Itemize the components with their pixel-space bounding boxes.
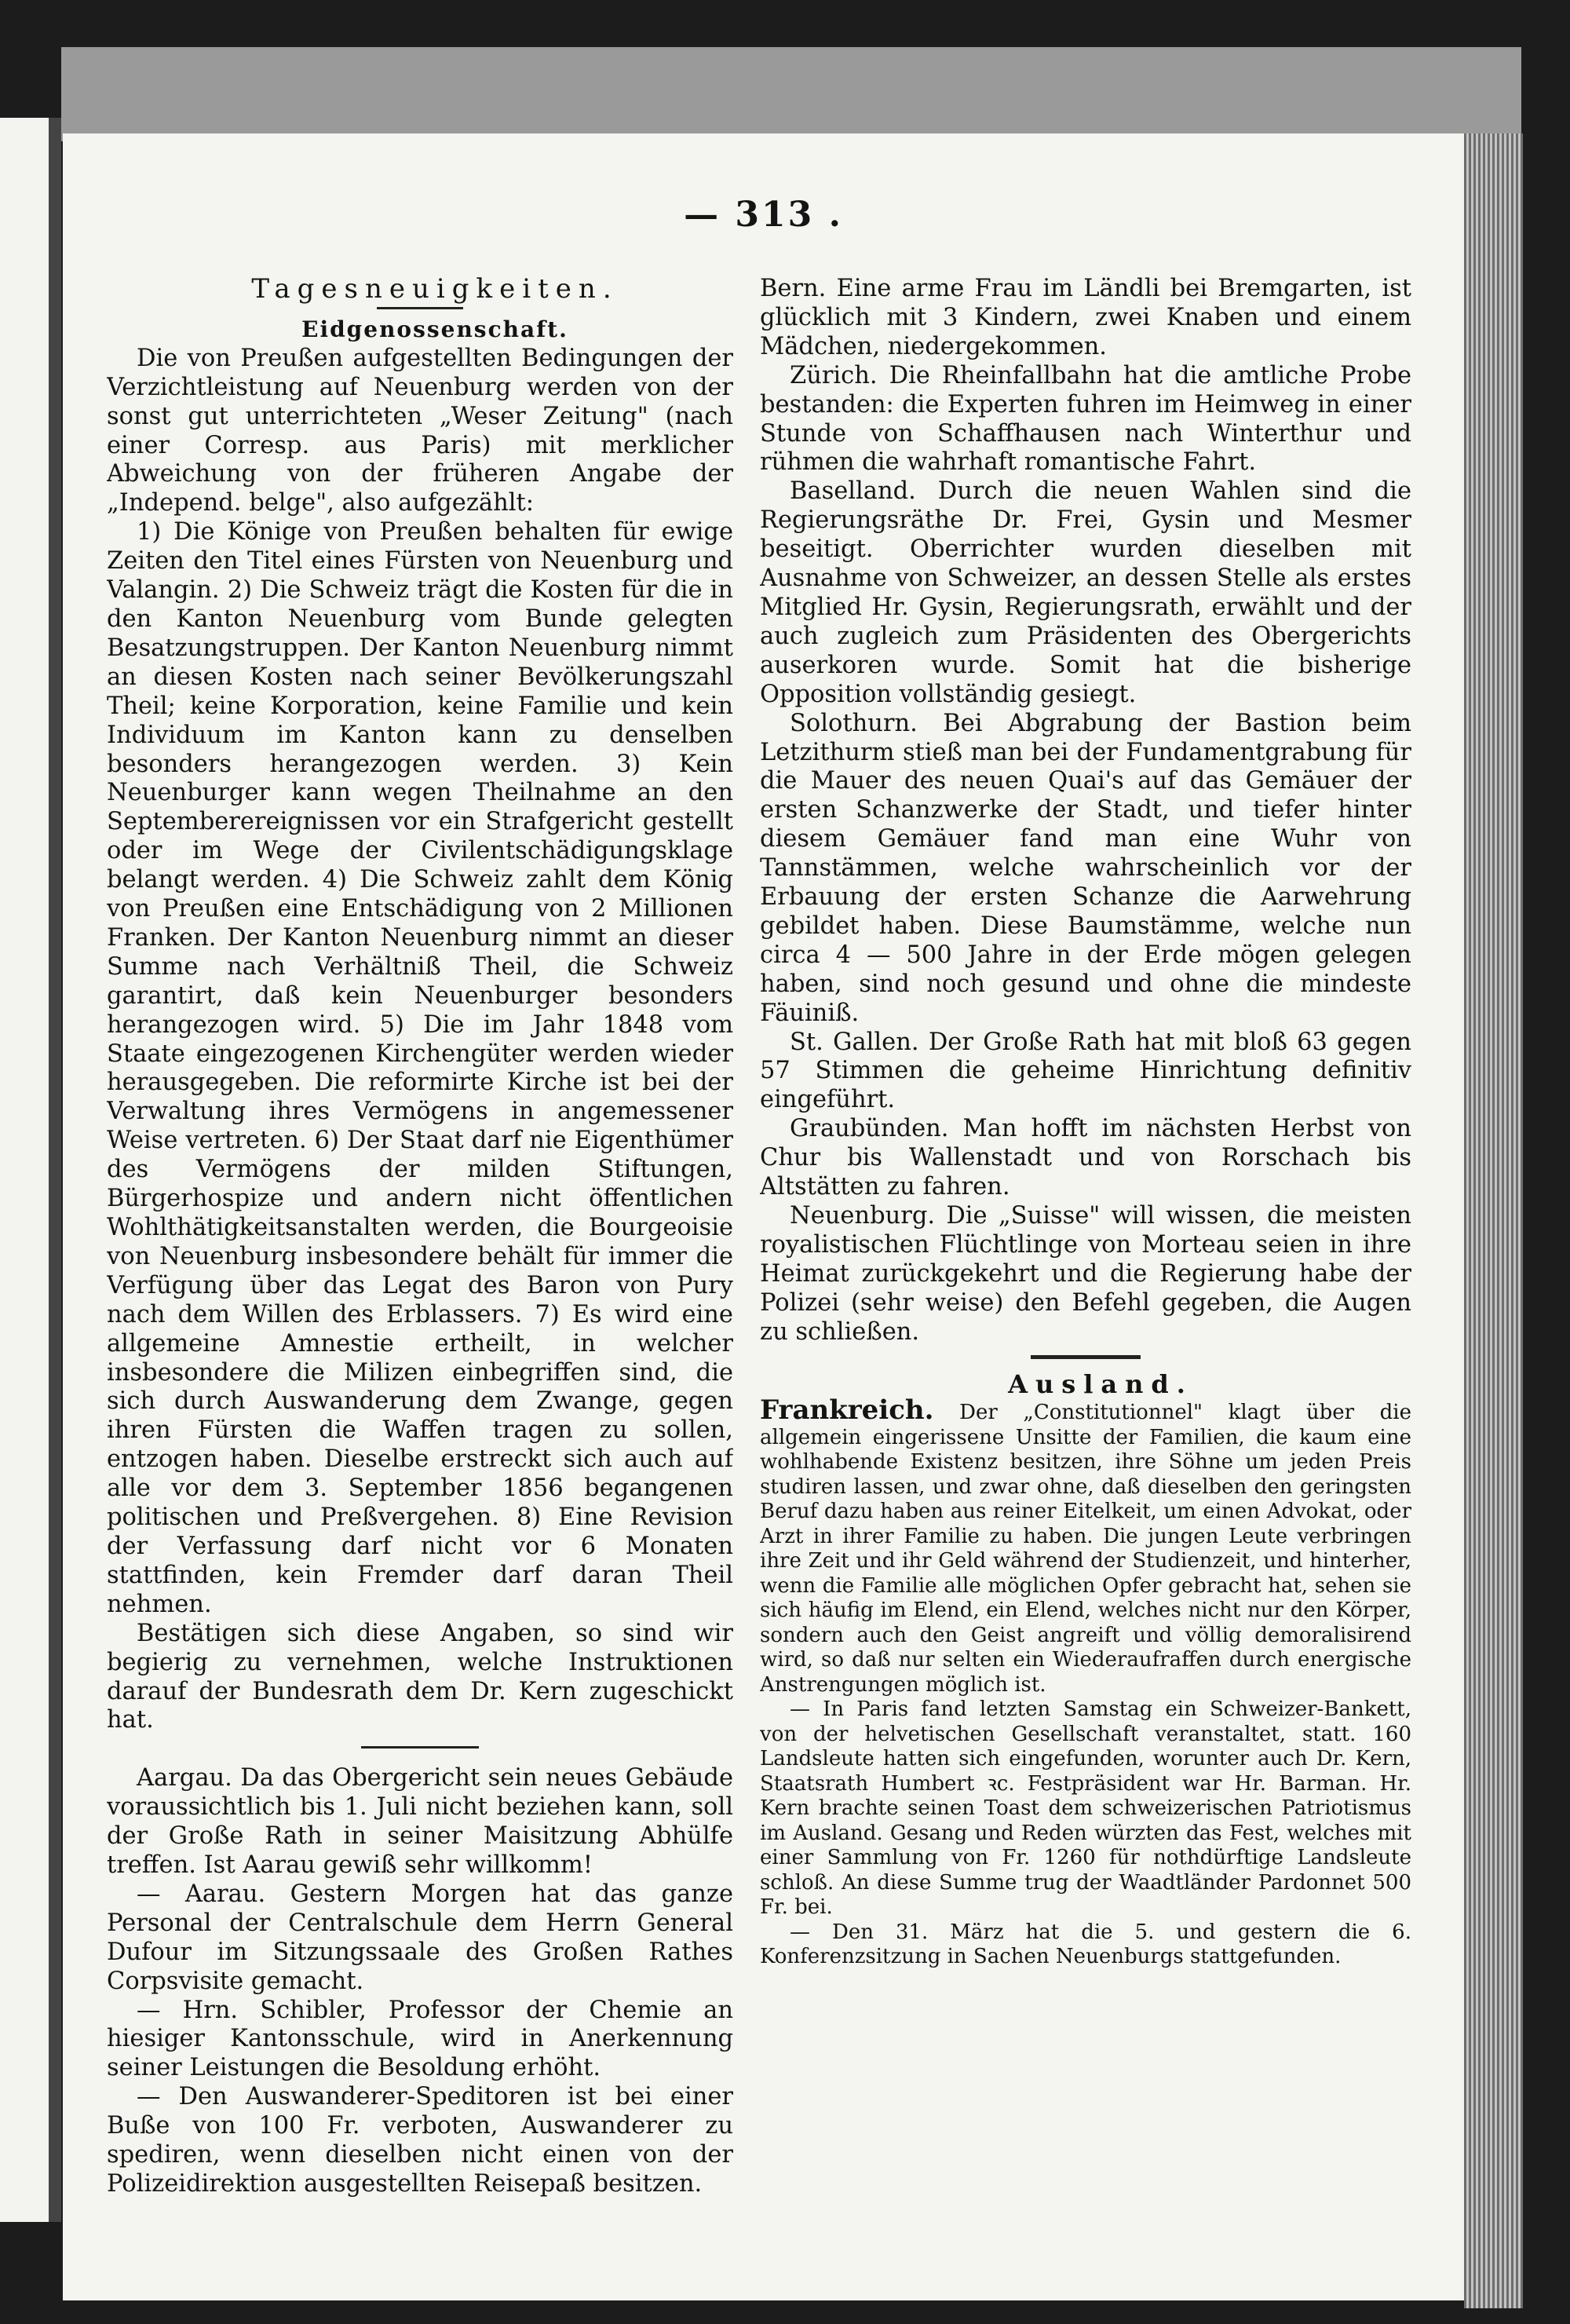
article-paragraph: Baselland. Durch die neuen Wahlen sind die Regierungsräthe Dr. Frei, Gysin und Mesmer beseitigt. Oberrichter wurden dieselben mit Ausnahme von Schweizer, an dessen Stelle als erstes Mitglied Hr. Gysin, Regierungsrath, erwählt und der auch zugleich zum Präsidenten des Obergerichts auserkoren wurde. Somit hat die bisherige Opposition vollständig gesiegt. (760, 477, 1411, 708)
article-paragraph: Solothurn. Bei Abgrabung der Bastion beim Letzithurm stieß man bei der Fundamentgrabung für die Mauer des neuen Quai's auf das Gemäuer der ersten Schanzwerke der Stadt, und tiefer hinter diesem Gemäuer fand man eine Wuhr von Tannstämmen, welche wahrscheinlich vor der Erbauung der ersten Schanze die Aarwehrung gebildet haben. Diese Baumstämme, welche nun circa 4 — 500 Jahre in der Erde mögen gelegen haben, sind noch gesund und ohne die mindeste Fäuiniß. (760, 709, 1411, 1027)
article-paragraph: — Hrn. Schibler, Professor der Chemie an hiesiger Kantonsschule, wird in Anerkennung seiner Leistungen die Besoldung erhöht. (107, 1996, 733, 2082)
article-paragraph: St. Gallen. Der Große Rath hat mit bloß 63 gegen 57 Stimmen die geheime Hinrichtung definitiv eingeführt. (760, 1028, 1411, 1114)
divider (1031, 1355, 1141, 1359)
article-paragraph: Graubünden. Man hofft im nächsten Herbst von Chur bis Wallenstadt und von Rorschach bis Altstätten zu fahren. (760, 1115, 1411, 1201)
article-paragraph: — Den Auswanderer-Speditoren ist bei einer Buße von 100 Fr. verboten, Auswanderer zu spediren, wenn dieselben nicht einen von der Polizeidirektion ausgestellten Reisepaß besitzen. (107, 2083, 733, 2198)
article-paragraph: — In Paris fand letzten Samstag ein Schweizer-Bankett, von der helvetischen Gesellschaft veranstaltet, statt. 160 Landsleute hatten sich eingefunden, worunter auch Dr. Kern, Staatsrath Humbert ꝛc. Festpräsident war Hr. Barman. Hr. Kern brachte seinen Toast dem schweizerischen Patriotismus im Ausland. Gesang und Reden würzten das Fest, welches mit einer Sammlung von Fr. 1260 für nothdürftige Landsleute schloß. An diese Summe trug der Waadtländer Pardonnet 500 Fr. bei. (760, 1697, 1411, 1920)
article-paragraph: 1) Die Könige von Preußen behalten für ewige Zeiten den Titel eines Fürsten von Neuenburg und Valangin. 2) Die Schweiz trägt die Kosten für die in den Kanton Neuenburg vom Bunde gelegten Besatzungstruppen. Der Kanton Neuenburg nimmt an diesen Kosten nach seiner Bevölkerungszahl Theil; keine Korporation, keine Familie und kein Individuum im Kanton kann zu denselben besonders herangezogen werden. 3) Kein Neuenburger kann wegen Theilnahme an den Septemberereignissen vor ein Strafgericht gestellt oder im Wege der Civilentschädigungsklage belangt werden. 4) Die Schweiz zahlt dem König von Preußen eine Entschädigung von 2 Millionen Franken. Der Kanton Neuenburg nimmt an dieser Summe nach Verhältniß Theil, die Schweiz garantirt, daß kein Neuenburger besonders herangezogen wird. 5) Die im Jahr 1848 vom Staate eingezogenen Kirchengüter werden wieder herausgegeben. Die reformirte Kirche ist bei der Verwaltung ihres Vermögens in angemessener Weise vertreten. 6) Der Staat darf nie Eigenthümer des Vermögens der milden Stiftungen, Bürgerhospize und andern nicht öffentlichen Wohlthätigkeitsanstalten werden, die Bourgeoisie von Neuenburg insbesondere behält für immer die Verfügung über das Legat des Baron von Pury nach dem Willen des Erblassers. 7) Es wird eine allgemeine Amnestie ertheilt, in welcher insbesondere die Milizen einbegriffen sind, die sich durch Auswanderung dem Zwange, gegen ihren Fürsten die Waffen tragen zu sollen, entzogen haben. Dieselbe erstreckt sich auch auf alle vor dem 3. September 1856 begangenen politischen und Preßvergehen. 8) Eine Revision der Verfassung darf nicht vor 6 Monaten stattfinden, kein Fremder darf daran Theil nehmen. (107, 518, 733, 1618)
facing-page-edge (0, 118, 49, 2222)
section-subtitle: Eidgenossenschaft. (301, 316, 568, 342)
article-paragraph: — Den 31. März hat die 5. und gestern die 6. Konferenzsitzung in Sachen Neuenburgs stattgefunden. (760, 1920, 1411, 1969)
article-lead: Frankreich. (760, 1394, 934, 1427)
article-paragraph: Zürich. Die Rheinfallbahn hat die amtliche Probe bestanden: die Experten fuhren im Heimweg in einer Stunde von Schaffhausen nach Winterthur und rühmen die wahrhaft romantische Fahrt. (760, 361, 1411, 477)
article-text: Der „Constitutionnel" klagt über die allgemein eingerissene Unsitte der Familien, die kaum eine wohlhabende Existenz besitzen, ihre Söhne um jeden Preis studiren lassen, und zwar ohne, daß dieselben den geringsten Beruf dazu haben aus reiner Eitelkeit, um einen Advokat, oder Arzt in ihrer Familie zu haben. Die jungen Leute verbringen ihre Zeit und ihr Geld während der Studienzeit, und hinterher, wenn die Familie alle möglichen Opfer gebracht hat, sehen sie sich häufig im Elend, ein Elend, welches nicht nur den Körper, sondern auch den Geist angreift und völlig demoralisirend wird, so daß nur selten ein Wiederaufraffen durch energische Anstrengungen möglich ist. (760, 1401, 1411, 1697)
article-paragraph: Aargau. Da das Obergericht sein neues Gebäude voraussichtlich bis 1. Juli nicht beziehen kann, soll der Große Rath in seiner Maisitzung Abhülfe treffen. Ist Aarau gewiß sehr willkomm! (107, 1764, 733, 1880)
left-column (107, 275, 733, 2269)
page-stack-edge (1464, 133, 1523, 2308)
binding-shadow (61, 47, 1521, 141)
ausland-heading: Ausland. (1008, 1368, 1193, 1399)
gutter-shadow (49, 118, 61, 2222)
article-paragraph: Bern. Eine arme Frau im Ländli bei Bremgarten, ist glücklich mit 3 Kindern, zwei Knaben und einem Mädchen, niedergekommen. (760, 275, 1411, 360)
divider (361, 1746, 479, 1748)
divider (377, 307, 463, 309)
section-title: Tagesneuigkeiten. (251, 275, 619, 305)
article-paragraph (760, 1394, 1411, 1697)
right-column (760, 275, 1411, 2269)
page-number: — 313 . (684, 195, 843, 235)
article-paragraph: — Aarau. Gestern Morgen hat das ganze Personal der Centralschule dem Herrn General Dufour im Sitzungssaale des Großen Rathes Corpsvisite gemacht. (107, 1880, 733, 1995)
article-paragraph: Neuenburg. Die „Suisse" will wissen, die meisten royalistischen Flüchtlinge von Morteau seien in ihre Heimat zurückgekehrt und die Regierung habe der Polizei (sehr weise) den Befehl gegeben, die Augen zu schließen. (760, 1202, 1411, 1346)
article-paragraph: Bestätigen sich diese Angaben, so sind wir begierig zu vernehmen, welche Instruktionen darauf der Bundesrath dem Dr. Kern zugeschickt hat. (107, 1619, 733, 1734)
article-paragraph: Die von Preußen aufgestellten Bedingungen der Verzichtleistung auf Neuenburg werden von der sonst gut unterrichteten „Weser Zeitung" (nach einer Corresp. aus Paris) mit merklicher Abweichung von der früheren Angabe der „Independ. belge", also aufgezählt: (107, 344, 733, 517)
newspaper-page (63, 133, 1464, 2300)
